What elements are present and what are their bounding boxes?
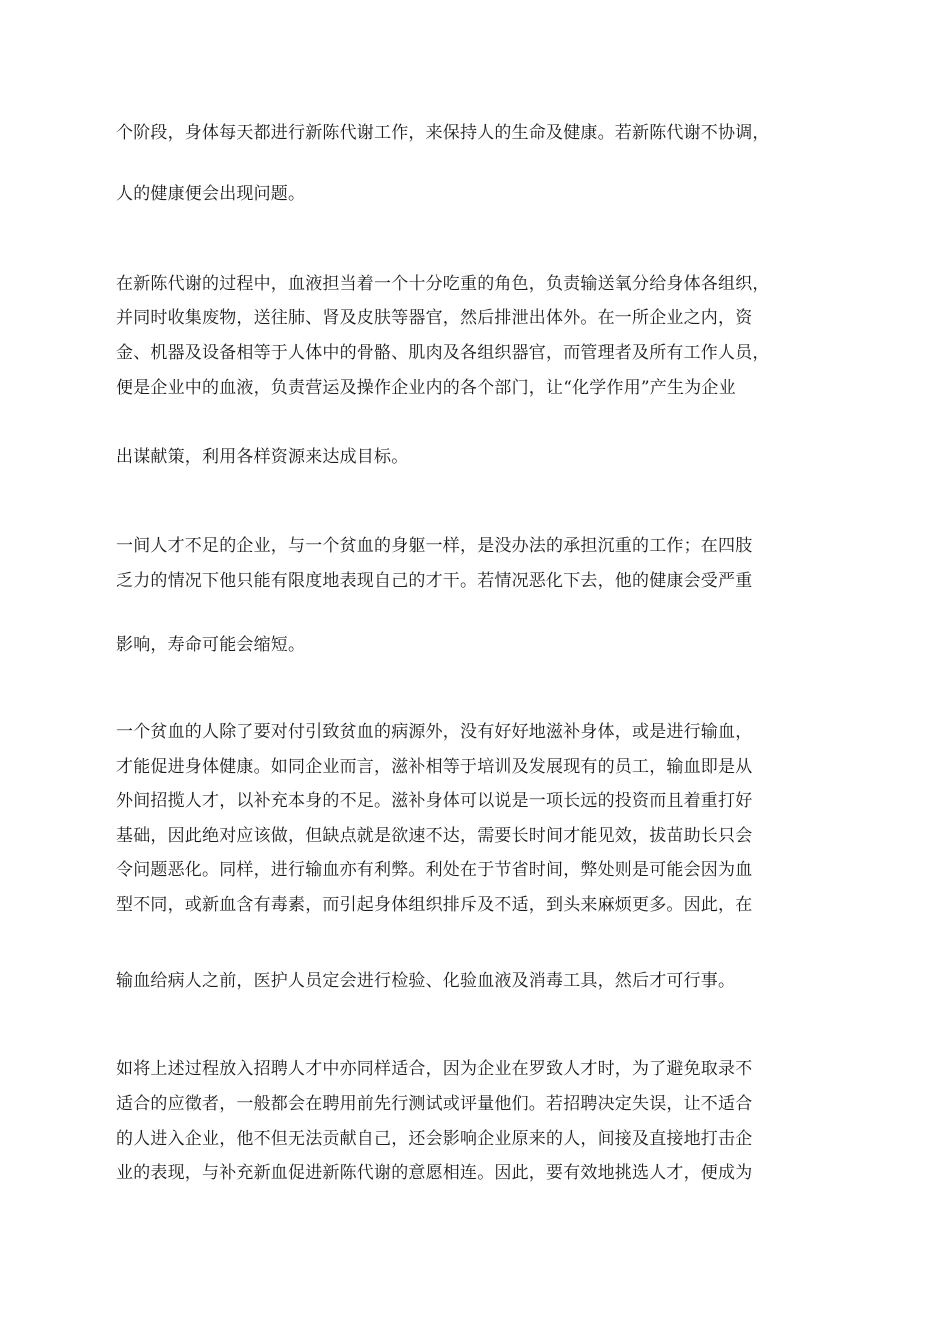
text-line-9: 乏力的情况下他只能有限度地表现自己的才干。若情况恶化下去，他的健康会受严重: [116, 571, 753, 591]
text-line-3: 在新陈代谢的过程中，血液担当着一个十分吃重的角色，负责输送氧分给身体各组织，: [116, 274, 770, 294]
text-line-10: 影响，寿命可能会缩短。: [116, 635, 306, 655]
text-line-7: 出谋献策，利用各样资源来达成目标。: [116, 447, 409, 467]
text-line-17: 输血给病人之前，医护人员定会进行检验、化验血液及消毒工具，然后才可行事。: [116, 971, 736, 991]
text-line-14: 基础，因此绝对应该做，但缺点就是欲速不达，需要长时间才能见效，拔苗助长只会: [116, 826, 753, 846]
text-line-20: 的人进入企业，他不但无法贡献自己，还会影响企业原来的人，间接及直接地打击企: [116, 1129, 753, 1149]
text-line-12: 才能促进身体健康。如同企业而言，滋补相等于培训及发展现有的员工，输血即是从: [116, 757, 753, 777]
text-line-6: 便是企业中的血液，负责营运及操作企业内的各个部门，让“化学作用”产生为企业: [116, 378, 736, 398]
text-line-18: 如将上述过程放入招聘人才中亦同样适合，因为企业在罗致人才时，为了避免取录不: [116, 1059, 753, 1079]
text-line-2: 人的健康便会出现问题。: [116, 184, 306, 204]
text-line-13: 外间招揽人才，以补充本身的不足。滋补身体可以说是一项长远的投资而且着重打好: [116, 791, 753, 811]
text-line-21: 业的表现，与补充新血促进新陈代谢的意愿相连。因此，要有效地挑选人才，便成为: [116, 1163, 753, 1183]
text-line-8: 一间人才不足的企业，与一个贫血的身躯一样，是没办法的承担沉重的工作；在四肢: [116, 536, 753, 556]
text-line-5: 金、机器及设备相等于人体中的骨骼、肌肉及各组织器官，而管理者及所有工作人员，: [116, 343, 770, 363]
text-line-1: 个阶段，身体每天都进行新陈代谢工作，来保持人的生命及健康。若新陈代谢不协调，: [116, 123, 770, 143]
text-line-11: 一个贫血的人除了要对付引致贫血的病源外，没有好好地滋补身体，或是进行输血，: [116, 722, 753, 742]
text-line-15: 令问题恶化。同样，进行输血亦有利弊。利处在于节省时间，弊处则是可能会因为血: [116, 860, 753, 880]
text-line-19: 适合的应徵者，一般都会在聘用前先行测试或评量他们。若招聘决定失误，让不适合: [116, 1094, 753, 1114]
text-line-4: 并同时收集废物，送往肺、肾及皮肤等器官，然后排泄出体外。在一所企业之内，资: [116, 308, 753, 328]
text-line-16: 型不同，或新血含有毒素，而引起身体组织排斥及不适，到头来麻烦更多。因此，在: [116, 895, 753, 915]
